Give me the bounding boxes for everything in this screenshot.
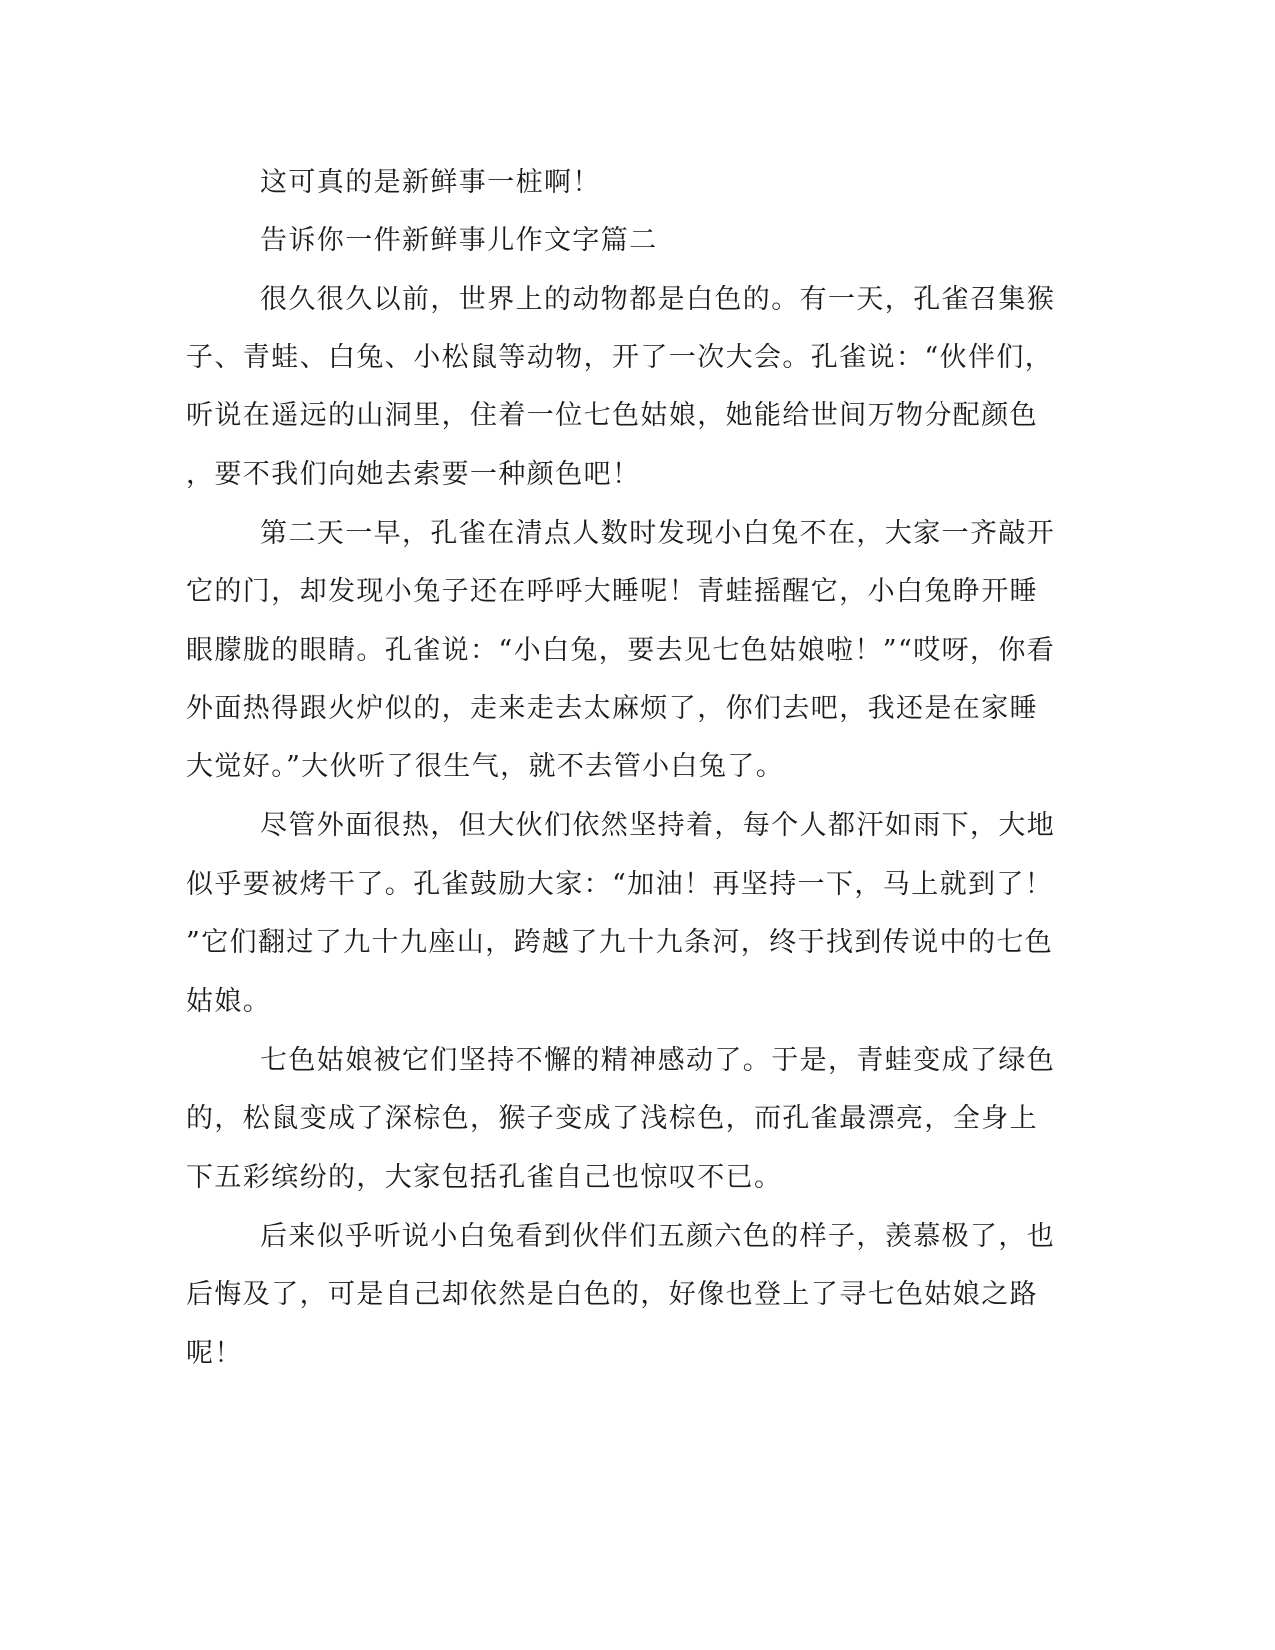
- text-line: 下五彩缤纷的，大家包括孔雀自己也惊叹不已。: [186, 1162, 783, 1193]
- text-line: 姑娘。: [186, 986, 272, 1017]
- text-line: 后来似乎听说小白兔看到伙伴们五颜六色的样子，羡慕极了，也: [260, 1221, 1056, 1252]
- text-line: 后悔及了，可是自己却依然是白色的，好像也登上了寻七色姑娘之路: [186, 1279, 1038, 1310]
- text-line: ，要不我们向她去索要一种颜色吧！: [186, 459, 641, 490]
- text-line: 的，松鼠变成了深棕色，猴子变成了浅棕色，而孔雀最漂亮，全身上: [186, 1103, 1038, 1134]
- text-line: 眼朦胧的眼睛。孔雀说：“小白兔，要去见七色姑娘啦！”“哎呀，你看: [186, 635, 1056, 666]
- text-line: 呢！: [186, 1338, 243, 1369]
- text-line: 大觉好。”大伙听了很生气，就不去管小白兔了。: [186, 751, 785, 782]
- text-line: 似乎要被烤干了。孔雀鼓励大家：“加油！再坚持一下，马上就到了！: [186, 869, 1054, 900]
- text-line: 外面热得跟火炉似的，走来走去太麻烦了，你们去吧，我还是在家睡: [186, 693, 1038, 724]
- text-line: 子、青蛙、白兔、小松鼠等动物，开了一次大会。孔雀说：“伙伴们，: [186, 342, 1054, 373]
- text-line: 很久很久以前，世界上的动物都是白色的。有一天，孔雀召集猴: [260, 284, 1056, 315]
- text-line: 它的门，却发现小兔子还在呼呼大睡呢！青蛙摇醒它，小白兔睁开睡: [186, 576, 1038, 607]
- section-heading: 告诉你一件新鲜事儿作文字篇二: [260, 225, 658, 256]
- text-line: 第二天一早，孔雀在清点人数时发现小白兔不在，大家一齐敲开: [260, 518, 1056, 549]
- text-line: ”它们翻过了九十九座山，跨越了九十九条河，终于找到传说中的七色: [186, 927, 1054, 958]
- text-line: 听说在遥远的山洞里，住着一位七色姑娘，她能给世间万物分配颜色: [186, 400, 1038, 431]
- text-line: 这可真的是新鲜事一桩啊！: [260, 167, 601, 198]
- text-line: 七色姑娘被它们坚持不懈的精神感动了。于是，青蛙变成了绿色: [260, 1045, 1056, 1076]
- text-line: 尽管外面很热，但大伙们依然坚持着，每个人都汗如雨下，大地: [260, 810, 1056, 841]
